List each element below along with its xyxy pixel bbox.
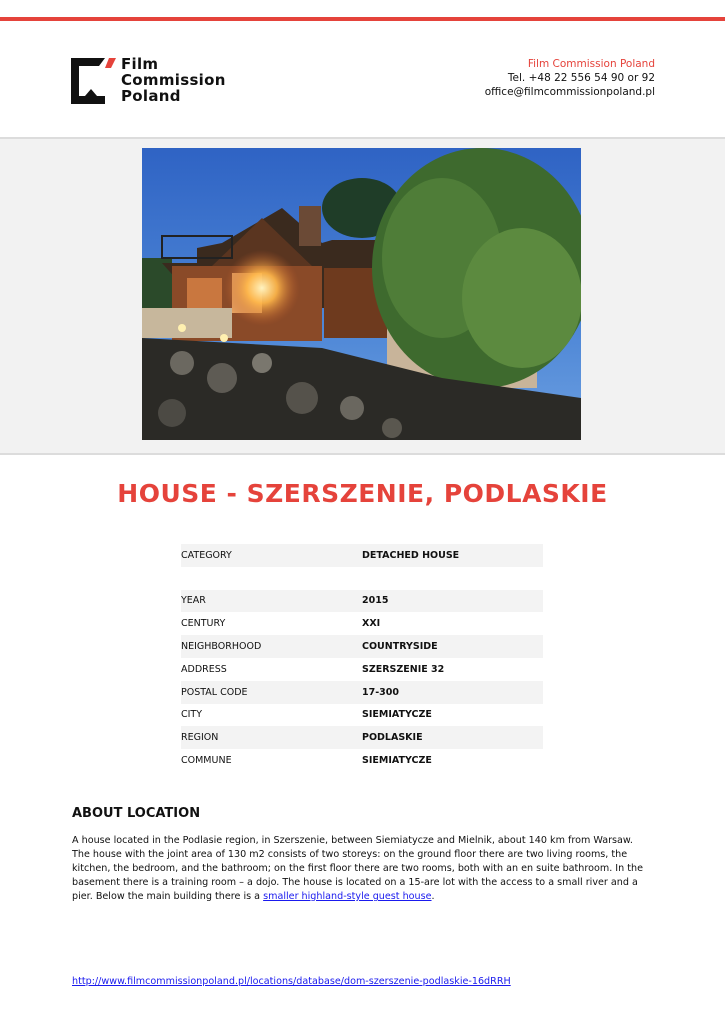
property-row-region	[181, 726, 543, 749]
property-value: XXI	[362, 618, 381, 630]
contact-block	[485, 57, 655, 99]
property-table	[181, 544, 543, 772]
photo-divider	[0, 453, 725, 455]
house-photo-icon	[142, 148, 581, 440]
property-key: YEAR	[181, 595, 206, 607]
property-value: 2015	[362, 595, 389, 607]
property-key: REGION	[181, 732, 219, 744]
property-value: PODLASKIE	[362, 732, 423, 744]
property-key: CATEGORY	[181, 549, 232, 561]
about-paragraph	[72, 834, 652, 904]
property-value: SZERSZENIE 32	[362, 663, 445, 675]
property-key: CITY	[181, 709, 203, 721]
property-key: ADDRESS	[181, 663, 227, 675]
property-value: SIEMIATYCZE	[362, 709, 432, 721]
property-row-city	[181, 704, 543, 727]
footer-url-link[interactable]: http://www.filmcommissionpoland.pl/locations/database/dom-szerszenie-podlaskie-16dRRH	[72, 976, 511, 987]
logo-line-1: Film	[121, 55, 159, 73]
property-row-commune	[181, 749, 543, 772]
contact-organization: Film Commission Poland	[527, 58, 655, 70]
property-row-address	[181, 658, 543, 681]
logo-line-2: Commission	[121, 71, 226, 89]
property-row-century	[181, 612, 543, 635]
about-text: A house located in the Podlasie region, in Szerszenie, between Siemiatycze and Mielnik, about 140 km from Warsaw. The house with the joint area of 130 m2 consists of two storeys: on the ground floor there are two living rooms, the kitchen, the bedroom, and the bathroom; on the first floor there are two rooms, both with an en suite bathroom. In the basement there is a training room – a dojo. The house is located on a 15-are lot with the access to a small river and a pier. Below the main building there is a	[72, 835, 644, 902]
property-value: DETACHED HOUSE	[362, 549, 460, 561]
contact-phone: Tel. +48 22 556 54 90 or 92	[507, 72, 655, 84]
property-key: NEIGHBORHOOD	[181, 641, 262, 653]
page-title: HOUSE - SZERSZENIE, PODLASKIE	[117, 479, 608, 508]
contact-email[interactable]: office@filmcommissionpoland.pl	[484, 86, 655, 98]
property-row-year	[181, 590, 543, 613]
logo-icon	[69, 56, 117, 106]
property-row-category	[181, 544, 543, 567]
property-key: POSTAL CODE	[181, 686, 248, 698]
film-commission-poland-logo[interactable]	[69, 56, 229, 108]
logo-line-3: Poland	[121, 87, 181, 105]
location-photo	[142, 148, 581, 440]
about-heading: ABOUT LOCATION	[72, 806, 201, 821]
property-key: CENTURY	[181, 618, 226, 630]
property-key: COMMUNE	[181, 755, 232, 767]
property-spacer	[181, 567, 543, 590]
property-row-neighborhood	[181, 635, 543, 658]
top-accent-rule	[0, 17, 725, 21]
property-value: 17-300	[362, 686, 399, 698]
guest-house-link[interactable]: smaller highland-style guest house	[263, 891, 432, 902]
about-text-end: .	[431, 891, 435, 902]
property-row-postal-code	[181, 681, 543, 704]
property-value: SIEMIATYCZE	[362, 755, 432, 767]
property-value: COUNTRYSIDE	[362, 641, 438, 653]
logo-wordmark	[121, 56, 226, 104]
